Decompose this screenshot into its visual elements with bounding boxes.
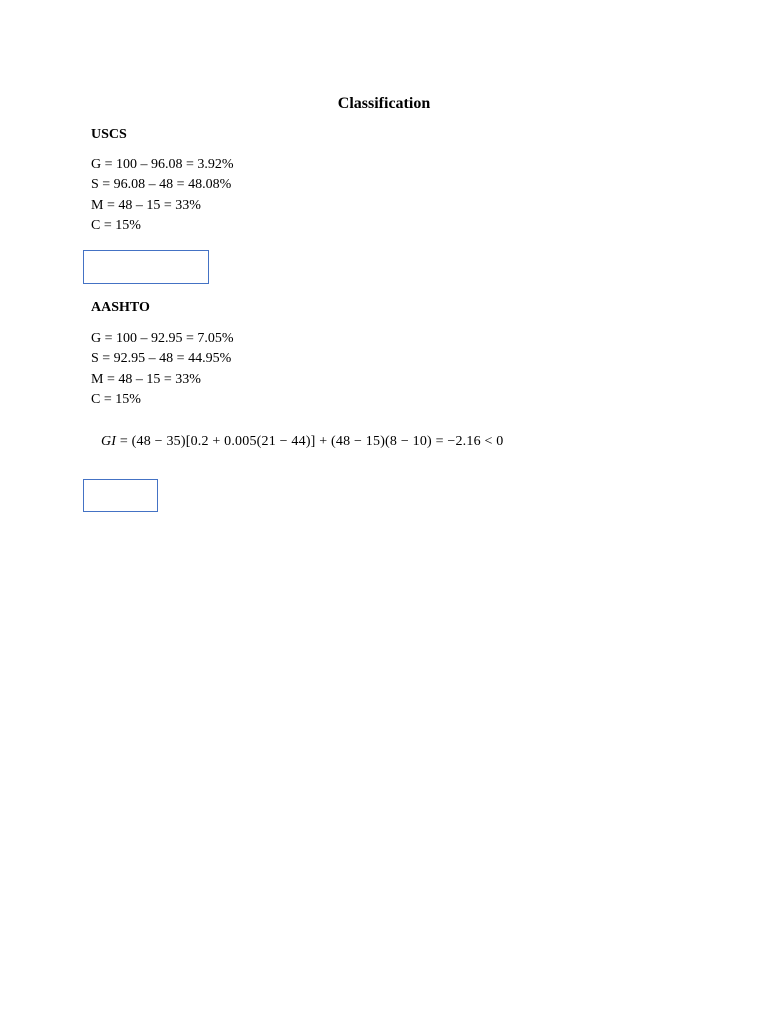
page-title: Classification bbox=[337, 95, 431, 112]
aashto-answer-box[interactable] bbox=[83, 479, 158, 512]
aashto-gravel-line: G = 100 – 92.95 = 7.05% bbox=[91, 331, 234, 346]
uscs-heading: USCS bbox=[91, 127, 127, 142]
uscs-silt-line: M = 48 – 15 = 33% bbox=[91, 198, 201, 213]
group-index-expression: = (48 − 35)[0.2 + 0.005(21 − 44)] + (48 − 15)(8 − 10) = −2.16 < 0 bbox=[116, 434, 504, 449]
aashto-heading: AASHTO bbox=[91, 300, 150, 315]
group-index-symbol: GI bbox=[101, 434, 117, 449]
uscs-clay-line: C = 15% bbox=[91, 218, 141, 233]
uscs-gravel-line: G = 100 – 96.08 = 3.92% bbox=[91, 157, 234, 172]
uscs-sand-line: S = 96.08 – 48 = 48.08% bbox=[91, 177, 232, 192]
aashto-clay-line: C = 15% bbox=[91, 392, 141, 407]
aashto-sand-line: S = 92.95 – 48 = 44.95% bbox=[91, 351, 232, 366]
aashto-silt-line: M = 48 – 15 = 33% bbox=[91, 372, 201, 387]
group-index-formula bbox=[101, 433, 503, 451]
uscs-answer-box[interactable] bbox=[83, 250, 209, 284]
